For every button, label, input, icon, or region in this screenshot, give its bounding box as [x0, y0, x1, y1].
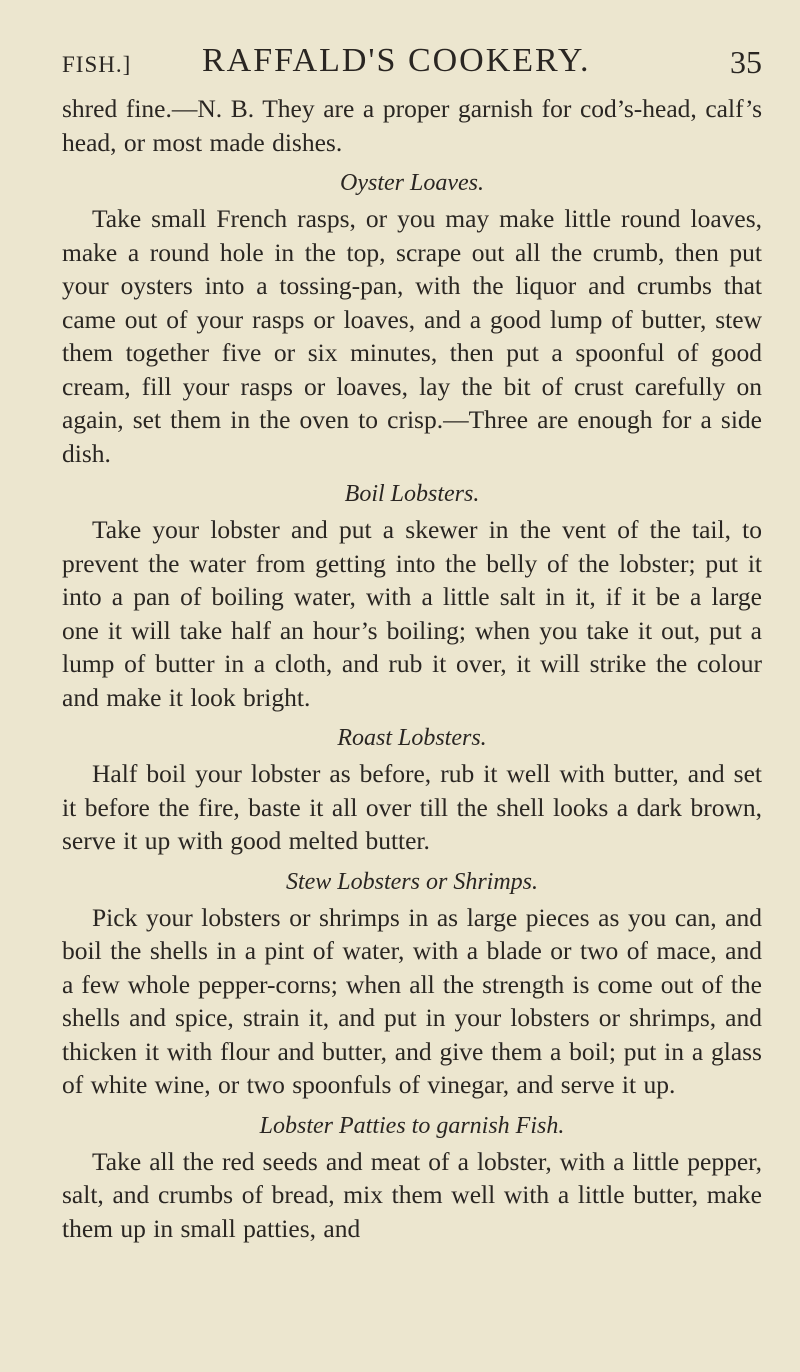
recipe-heading-oyster-loaves: Oyster Loaves.	[340, 170, 484, 196]
recipe-heading-stew-lobsters: Stew Lobsters or Shrimps.	[285, 868, 539, 895]
intro-paragraph: shred fine.—N. B. They are a proper garnish for cod’s-head, calf’s head, or most made dishes.	[62, 94, 762, 157]
recipe-text-oyster-loaves: Take small French rasps, or you may make little round loaves, make a round hole in the top, scrape out all the crumb, then put your oysters into a tossing-pan, with the liquor and crumbs that came out of your rasps or loaves, and a good lump of butter, stew them together five or six minutes, then put a spoonful of good cream, fill your rasps or loaves, lay the bit of crust carefully on again, set them in the oven to crisp.—Three are enough for a side dish.	[62, 204, 762, 468]
book-title: RAFFALD'S COOKERY.	[202, 42, 591, 79]
recipe-text-stew-lobsters: Pick your lobsters or shrimps in as large pieces as you can, and boil the shells in a pint of water, with a blade or two of mace, and a few whole pepper-corns; when all the strength is come out of the shells and spice, strain it, and put in your lobsters or shrimps, and thicken it with flour and butter, and give them a boil; put in a glass of white wine, or two spoonfuls of vinegar, and serve it up.	[62, 902, 762, 1099]
page-body	[62, 92, 762, 1245]
recipe-heading-lobster-patties: Lobster Patties to garnish Fish.	[259, 1112, 565, 1139]
recipe-heading-roast-lobsters: Roast Lobsters.	[337, 725, 487, 751]
page-number: 35	[730, 44, 762, 80]
section-label: FISH.]	[62, 52, 132, 77]
running-header	[62, 40, 762, 88]
recipe-text-lobster-patties: Take all the red seeds and meat of a lobster, with a little pepper, salt, and crumbs of bread, mix them well with a little butter, make them up in small patties, and	[62, 1146, 762, 1243]
recipe-text-boil-lobsters: Take your lobster and put a skewer in the vent of the tail, to prevent the water from getting into the belly of the lobster; put it into a pan of boiling water, with a little salt in it, if it be a large one it will take half an hour’s boiling; when you take it out, put a lump of butter in a cloth, and rub it over, it will strike the colour and make it look bright.	[62, 515, 762, 712]
recipe-text-roast-lobsters: Half boil your lobster as before, rub it well with butter, and set it before the fire, baste it all over till the shell looks a dark brown, serve it up with good melted butter.	[62, 759, 762, 855]
recipe-heading-boil-lobsters: Boil Lobsters.	[344, 481, 480, 507]
